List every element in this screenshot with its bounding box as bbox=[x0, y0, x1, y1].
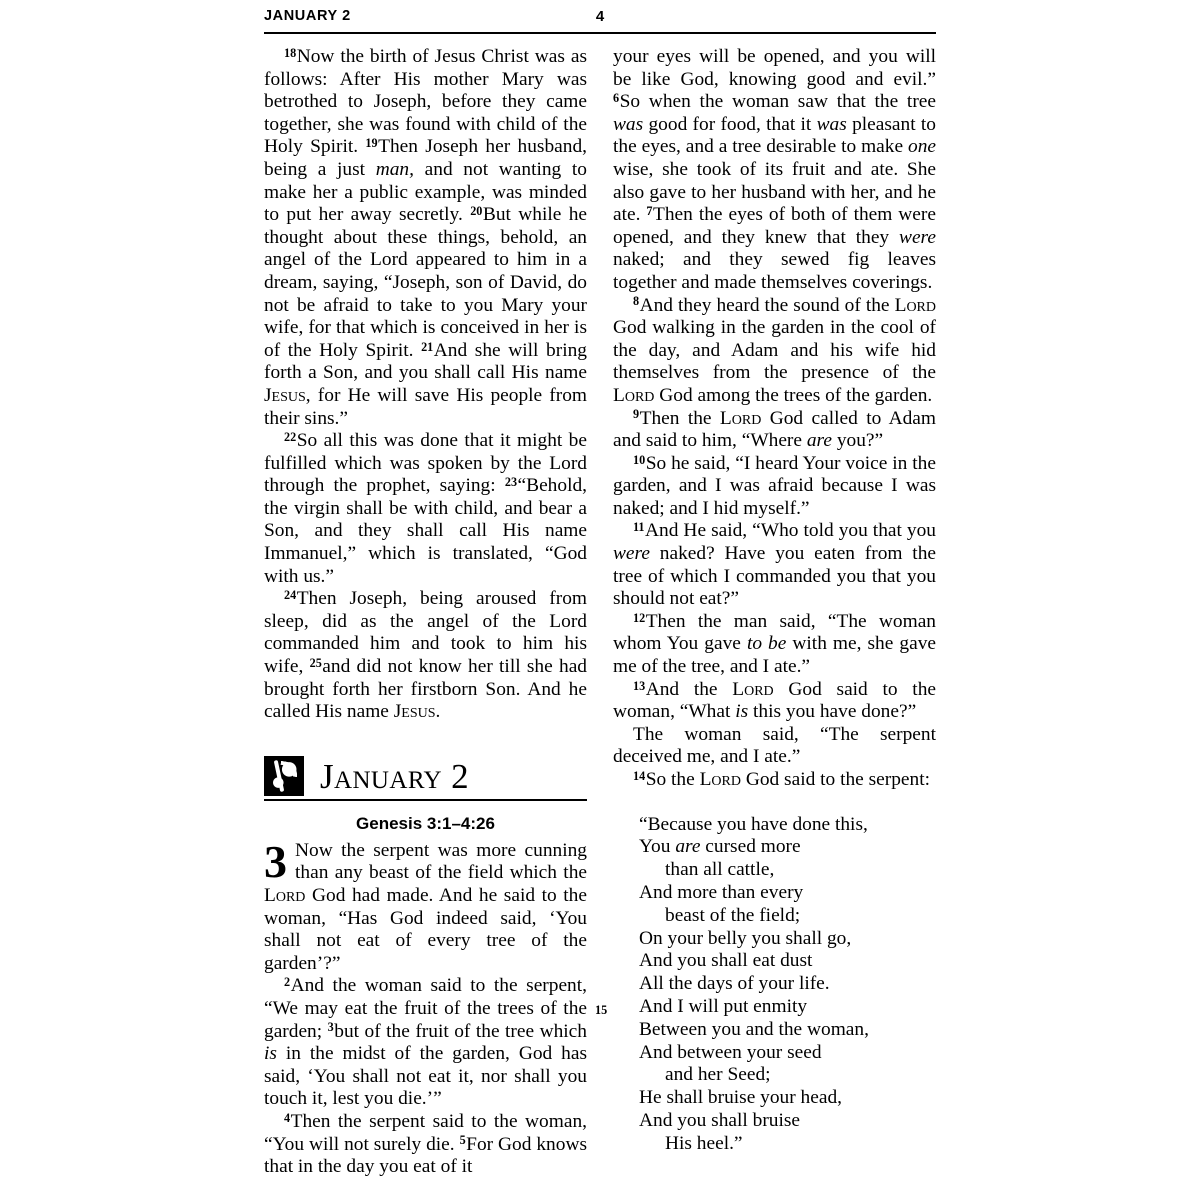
verse-text: And she will bring forth a Son, and you shall call His name Jesus, for He will save His people from their sins.” bbox=[264, 339, 587, 429]
poetry-text: Between you and the woman, bbox=[639, 1018, 869, 1040]
running-head bbox=[264, 0, 936, 34]
verse-text: “Behold, the virgin shall be with child, and bear a Son, and they shall call His name Immanuel,” which is translated, “God with us.” bbox=[264, 475, 587, 587]
poetry-text: and her Seed; bbox=[665, 1064, 771, 1086]
verse-paragraph bbox=[613, 295, 936, 408]
running-head-date: JANUARY 2 bbox=[264, 8, 351, 24]
verse-number: 18 bbox=[284, 45, 297, 60]
page-content bbox=[264, 0, 936, 1200]
poetry-text: And I will put enmity bbox=[639, 995, 808, 1017]
verse-paragraph bbox=[613, 408, 936, 453]
verse-number: 5 bbox=[459, 1133, 466, 1148]
poetry-text: He shall bruise your head, bbox=[639, 1087, 843, 1109]
poetry-text: beast of the field; bbox=[665, 904, 801, 926]
verse-paragraph bbox=[613, 520, 936, 610]
left-column bbox=[264, 46, 587, 1179]
poetry-text: than all cattle, bbox=[665, 859, 775, 881]
verse-text: So all this was done that it might be fulfilled which was spoken by the Lord through the prophet, saying: bbox=[264, 430, 587, 497]
verse-text: Then the Lord God called to Adam and said to him, “Where are you?” bbox=[613, 407, 936, 452]
poetry-line bbox=[613, 973, 936, 996]
poetry-text: His heel.” bbox=[665, 1132, 743, 1154]
verse-number: 13 bbox=[633, 678, 646, 693]
verse-text: So when the woman saw that the tree was good for food, that it was pleasant to the eyes, and a tree desirable to make one wise, she took of its fruit and ate. She also gave to her husband with her, and he ate. bbox=[613, 91, 936, 226]
poetry-line bbox=[595, 995, 936, 1019]
poetry-line bbox=[613, 859, 936, 882]
poetry-line bbox=[613, 814, 936, 837]
verse-number: 23 bbox=[504, 475, 518, 490]
poetry-line bbox=[613, 928, 936, 951]
verse-text: And the Lord God said to the woman, “What is this you have done?” bbox=[613, 678, 936, 723]
verse-paragraph bbox=[613, 769, 936, 792]
page-number: 4 bbox=[595, 8, 605, 25]
scripture-reference: Genesis 3:1–4:26 bbox=[356, 813, 495, 833]
verse-text: but of the fruit of the tree which is in the midst of the garden, God has said, ‘You shall not eat it, nor shall you touch it, lest you die.’” bbox=[264, 1020, 587, 1110]
poetry-text: “Because you have done this, bbox=[639, 813, 868, 835]
verse-number: 2 bbox=[284, 975, 291, 990]
devotional-title: January 2 bbox=[320, 756, 470, 796]
verse-number: 9 bbox=[633, 407, 640, 422]
verse-number: 6 bbox=[613, 91, 620, 106]
text-columns bbox=[264, 34, 936, 1179]
verse-number: 4 bbox=[284, 1110, 291, 1125]
verse-number: 10 bbox=[633, 452, 646, 467]
verse-text: Then the man said, “The woman whom You gave to be with me, she gave me of the tree, and I ate.” bbox=[613, 610, 937, 678]
verse-text: your eyes will be opened, and you will be like God, knowing good and evil.” bbox=[613, 46, 936, 90]
verse-text: Then the serpent said to the woman, “You will not surely die. bbox=[264, 1110, 587, 1155]
poetry-line bbox=[613, 1110, 936, 1133]
verse-text: Now the birth of Jesus Christ was as follows: After His mother Mary was betrothed to Joseph, before they came together, she was found with child of the Holy Spirit. bbox=[264, 46, 587, 158]
verse-number: 25 bbox=[309, 655, 322, 670]
poetry-text: And you shall bruise bbox=[639, 1109, 801, 1131]
verse-number: 24 bbox=[284, 588, 297, 603]
verse-paragraph bbox=[264, 835, 587, 976]
verse-paragraph bbox=[613, 453, 936, 521]
verse-text: And the woman said to the serpent, “We may eat the fruit of the trees of the garden; bbox=[264, 975, 587, 1042]
poetry-text: On your belly you shall go, bbox=[639, 927, 852, 949]
devotional-date-heading bbox=[264, 754, 587, 801]
verse-paragraph bbox=[613, 724, 936, 769]
verse-text: For God knows that in the day you eat of it bbox=[264, 1133, 587, 1178]
verse-number: 20 bbox=[470, 204, 483, 219]
verse-text: The woman said, “The serpent deceived me, and I ate.” bbox=[613, 723, 936, 768]
verse-paragraph bbox=[264, 46, 587, 430]
verse-text: So he said, “I heard Your voice in the garden, and I was afraid because I was naked; and I hid myself.” bbox=[613, 452, 936, 519]
poetry-text: You are cursed more bbox=[639, 836, 801, 858]
poetry-text: And you shall eat dust bbox=[639, 950, 813, 972]
verse-paragraph bbox=[264, 1111, 587, 1179]
verse-text: So the Lord God said to the serpent: bbox=[645, 769, 930, 790]
chapter-number: 3 bbox=[264, 835, 287, 887]
verse-number: 14 bbox=[633, 768, 646, 783]
poetry-line bbox=[613, 836, 936, 859]
poetry-line bbox=[613, 905, 936, 928]
poetry-text: And between your seed bbox=[639, 1041, 822, 1063]
verse-text: Now the serpent was more cunning than any beast of the field which the Lord God had made. And he said to the woman, “Has God indeed said, ‘You shall not eat of every tree of the garden’?” bbox=[264, 839, 587, 974]
verse-text: And they heard the sound of the Lord God walking in the garden in the cool of the day, and Adam and his wife hid themselves from the presence of the Lord God among the trees of the garden. bbox=[613, 294, 936, 406]
poetry-text: All the days of your life. bbox=[639, 973, 830, 995]
verse-text: and did not know her till she had brought forth her firstborn Son. And he called His name Jesus. bbox=[264, 656, 587, 723]
poetry-line bbox=[613, 1042, 936, 1065]
verse-number: 3 bbox=[327, 1020, 334, 1035]
verse-number: 11 bbox=[633, 520, 645, 535]
poetry-line bbox=[613, 1064, 936, 1087]
poetry-line bbox=[613, 950, 936, 973]
verse-text: And He said, “Who told you that you were naked? Have you eaten from the tree of which I commanded you that you should not eat?” bbox=[613, 520, 936, 610]
verse-number: 19 bbox=[365, 136, 378, 151]
verse-text: Then the eyes of both of them were opened, and they knew that they were naked; and they sewed fig leaves together and made themselves coverings. bbox=[613, 204, 936, 293]
poetry-verse-number: 15 bbox=[595, 1002, 608, 1017]
dove-leaf-icon bbox=[264, 756, 304, 796]
verse-number: 21 bbox=[421, 339, 434, 354]
poetry-block bbox=[595, 813, 936, 1156]
verse-number: 22 bbox=[284, 429, 297, 444]
verse-text: Then Joseph her husband, being a just man, and not wanting to make her a public example, was minded to put her away secretly. bbox=[264, 136, 587, 226]
verse-paragraph bbox=[613, 46, 936, 295]
verse-text: But while he thought about these things, behold, an angel of the Lord appeared to him in a dream, saying, “Joseph, son of David, do not be afraid to take to you Mary your wife, for that which is conceived in her is of the Holy Spirit. bbox=[264, 204, 587, 361]
verse-number: 12 bbox=[633, 610, 646, 625]
verse-number: 8 bbox=[633, 294, 640, 309]
poetry-text: And more than every bbox=[639, 881, 804, 903]
verse-paragraph bbox=[613, 611, 936, 679]
poetry-line bbox=[613, 1087, 936, 1110]
verse-paragraph bbox=[264, 588, 587, 724]
verse-paragraph bbox=[264, 430, 587, 588]
chapter-block bbox=[264, 835, 587, 976]
verse-paragraph bbox=[613, 679, 936, 724]
right-column bbox=[595, 46, 937, 1179]
verse-number: 7 bbox=[646, 204, 653, 219]
verse-text: Then Joseph, being aroused from sleep, did as the angel of the Lord commanded him and took to him his wife, bbox=[264, 588, 587, 678]
poetry-line bbox=[613, 1133, 936, 1156]
verse-paragraph bbox=[264, 975, 587, 1111]
poetry-line bbox=[613, 882, 936, 905]
poetry-line bbox=[613, 1019, 936, 1042]
